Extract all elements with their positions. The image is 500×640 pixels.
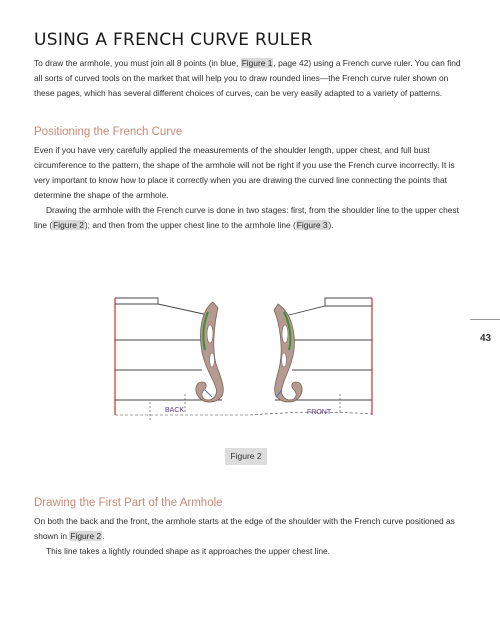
front-label: FRONT — [307, 409, 332, 416]
positioning-paragraph-2 — [34, 203, 470, 233]
p2-text-b: ); and then from the upper chest line to the armhole line ( — [84, 220, 296, 230]
first-part-paragraph-1 — [34, 514, 470, 544]
p2-text-a: Drawing the armhole with the French curve is done in two stages: first, from the shoulder line to the upper chest line ( — [34, 205, 459, 230]
back-label: BACK — [165, 407, 185, 414]
intro-paragraph — [34, 56, 470, 101]
back-french-curve — [196, 302, 223, 402]
figure-2-caption: Figure 2 — [225, 448, 267, 465]
front-french-curve — [274, 304, 302, 402]
figure-1-reference[interactable]: Figure 1 — [241, 58, 273, 68]
figure-3-reference[interactable]: Figure 3 — [296, 220, 328, 230]
figure-2-reference-2[interactable]: Figure 2 — [70, 531, 102, 541]
section-heading-positioning: Positioning the French Curve — [34, 126, 183, 138]
p2-text-c: ). — [328, 220, 334, 230]
page-number-rule — [470, 319, 500, 320]
figure-2-illustration — [110, 290, 400, 440]
page-title: USING A FRENCH CURVE RULER — [34, 30, 313, 50]
figure-2-reference[interactable]: Figure 2 — [53, 220, 84, 230]
first-part-text-a: On both the back and the front, the armhole starts at the edge of the shoulder with the French curve positioned as shown in — [34, 516, 455, 541]
positioning-paragraph-1: Even if you have very carefully applied the measurements of the shoulder length, upper chest, and full bust circumference to the pattern, the shape of the armhole will not be right if you use the French curve incorrectly. It is very important to know how to place it correctly when you are drawing the curved line connecting the points that determine the shape of the armhole. — [34, 145, 455, 200]
intro-text-end: , page 42) using a French curve ruler. You can find all sorts of curved tools on the market that will help you to draw rounded lines—the French curve ruler shown on these pages, which has several different choices of curves, can be very easily adapted to a variety of patterns. — [34, 58, 461, 98]
first-part-paragraph-2: This line takes a lightly rounded shape as it approaches the upper chest line. — [46, 546, 330, 556]
first-part-text-b: . — [102, 531, 105, 541]
intro-text-start: To draw the armhole, you must join all 8 points (in blue, — [34, 58, 241, 68]
page-number: 43 — [480, 333, 492, 344]
section-heading-first-part: Drawing the First Part of the Armhole — [34, 497, 223, 509]
